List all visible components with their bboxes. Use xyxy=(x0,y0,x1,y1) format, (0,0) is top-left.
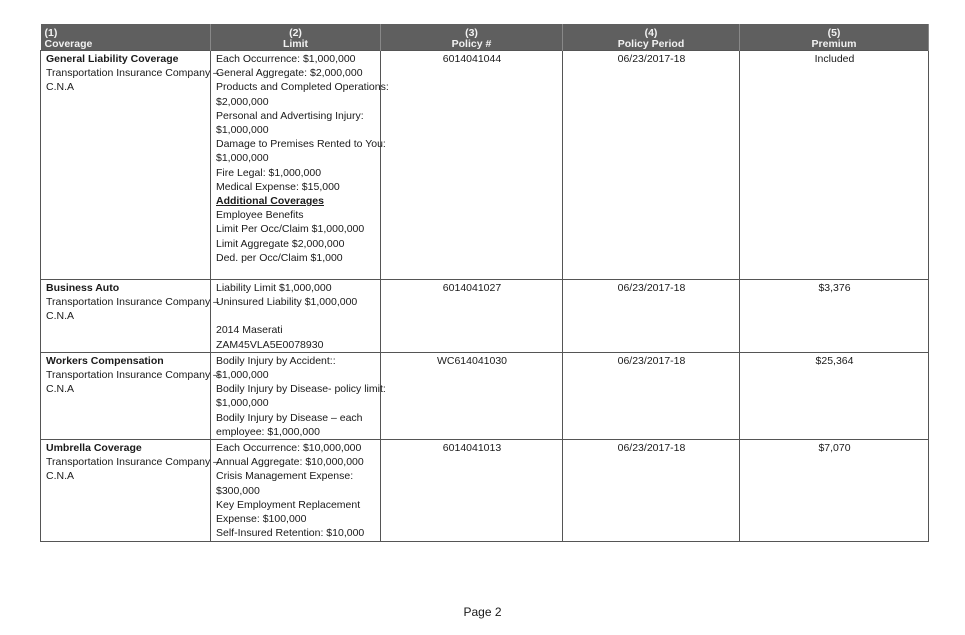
policy-period-cell: 06/23/2017-18 xyxy=(563,352,740,439)
limit-line: Ded. per Occ/Claim $1,000 xyxy=(216,251,343,264)
coverage-name: General Liability Coverage xyxy=(46,53,179,65)
limit-line: Self-Insured Retention: $10,000 xyxy=(216,527,365,540)
limit-line: Uninsured Liability $1,000,000 xyxy=(216,296,358,309)
header-number: (5) xyxy=(827,27,841,39)
limit-line: Personal and Advertising Injury: xyxy=(216,109,364,122)
table-body xyxy=(41,51,929,542)
policy-period-cell: 06/23/2017-18 xyxy=(563,51,740,280)
header-policy-number xyxy=(381,24,563,51)
coverage-cell xyxy=(41,280,219,353)
insurer-line: C.N.A xyxy=(46,470,75,483)
policy-period-cell: 06/23/2017-18 xyxy=(563,440,740,542)
header-label: Policy Period xyxy=(617,38,685,50)
limit-cell xyxy=(211,280,381,353)
limit-line: $1,000,000 xyxy=(216,369,269,382)
coverage-cell xyxy=(41,51,219,280)
header-number: (1) xyxy=(44,27,58,39)
subheading: Additional Coverages xyxy=(216,195,324,208)
table-row xyxy=(41,280,929,353)
limit-line: Fire Legal: $1,000,000 xyxy=(216,166,322,179)
insurer-line: Transportation Insurance Company – xyxy=(46,296,219,309)
limit-line: Each Occurrence: $10,000,000 xyxy=(216,442,362,455)
header-number: (4) xyxy=(644,27,658,39)
limit-line: employee: $1,000,000 xyxy=(216,425,320,438)
insurer-line: Transportation Insurance Company – xyxy=(46,67,219,80)
limit-line: $1,000,000 xyxy=(216,124,269,137)
limit-cell xyxy=(211,440,381,542)
limit-line: Limit Per Occ/Claim $1,000,000 xyxy=(216,223,365,236)
limit-line: Products and Completed Operations: xyxy=(216,81,389,94)
header-number: (2) xyxy=(289,27,302,39)
table-row xyxy=(41,352,929,439)
limit-line: General Aggregate: $2,000,000 xyxy=(216,67,363,80)
limit-line: Annual Aggregate: $10,000,000 xyxy=(216,456,364,469)
limit-line: Liability Limit $1,000,000 xyxy=(216,282,332,294)
policy-number-cell: 6014041027 xyxy=(381,280,563,353)
table-row xyxy=(41,440,929,542)
policy-number-cell: WC614041030 xyxy=(381,352,563,439)
limit-line: 2014 Maserati xyxy=(216,324,283,337)
insurer-line: Transportation Insurance Company – xyxy=(46,369,219,382)
header-label: Policy # xyxy=(451,38,492,50)
limit-line: Bodily Injury by Accident:: xyxy=(216,354,336,367)
table-header xyxy=(41,24,929,51)
header-label: Coverage xyxy=(44,38,93,50)
policy-period-cell: 06/23/2017-18 xyxy=(563,280,740,353)
limit-line: $1,000,000 xyxy=(216,397,269,410)
limit-spacer xyxy=(216,309,376,323)
coverage-name: Business Auto xyxy=(46,282,120,294)
table-row xyxy=(41,51,929,280)
insurer-line: C.N.A xyxy=(46,383,75,396)
header-limit xyxy=(211,24,381,51)
insurer-line: Transportation Insurance Company – xyxy=(46,456,219,469)
limit-cell xyxy=(211,51,389,280)
header-label: Limit xyxy=(282,38,309,50)
limit-line: Each Occurrence: $1,000,000 xyxy=(216,53,356,65)
header-coverage xyxy=(41,24,211,51)
header-label: Premium xyxy=(811,38,857,50)
limit-line: ZAM45VLA5E0078930 xyxy=(216,338,324,351)
limit-line: Limit Aggregate $2,000,000 xyxy=(216,237,345,250)
limit-line: Key Employment Replacement xyxy=(216,498,361,511)
coverage-name: Workers Compensation xyxy=(46,354,164,367)
coverage-name: Umbrella Coverage xyxy=(46,442,142,455)
premium-cell: Included xyxy=(740,51,929,280)
header-premium xyxy=(740,24,929,51)
policy-number-cell: 6014041044 xyxy=(381,51,563,280)
coverage-cell xyxy=(41,440,219,542)
premium-cell: $25,364 xyxy=(740,352,929,439)
limit-cell xyxy=(211,352,386,439)
header-policy-period xyxy=(563,24,740,51)
premium-cell: $3,376 xyxy=(740,280,929,353)
limit-line: $1,000,000 xyxy=(216,152,269,165)
header-number: (3) xyxy=(465,27,478,39)
limit-line: $300,000 xyxy=(216,484,260,497)
coverage-cell xyxy=(41,352,219,439)
limit-line: $2,000,000 xyxy=(216,95,269,108)
limit-line: Damage to Premises Rented to You: xyxy=(216,138,386,151)
policy-number-cell: 6014041013 xyxy=(381,440,563,542)
insurer-line: C.N.A xyxy=(46,81,75,94)
limit-line: Medical Expense: $15,000 xyxy=(216,180,340,193)
limit-line: Expense: $100,000 xyxy=(216,513,307,526)
limit-line: Bodily Injury by Disease- policy limit: xyxy=(216,383,386,396)
insurance-coverage-table xyxy=(40,24,929,542)
insurer-line: C.N.A xyxy=(46,310,75,323)
page-number: Page 2 xyxy=(463,605,502,619)
limit-line: Crisis Management Expense: xyxy=(216,470,354,483)
premium-cell: $7,070 xyxy=(740,440,929,542)
limit-line: Employee Benefits xyxy=(216,209,304,222)
limit-line: Bodily Injury by Disease – each xyxy=(216,411,363,424)
